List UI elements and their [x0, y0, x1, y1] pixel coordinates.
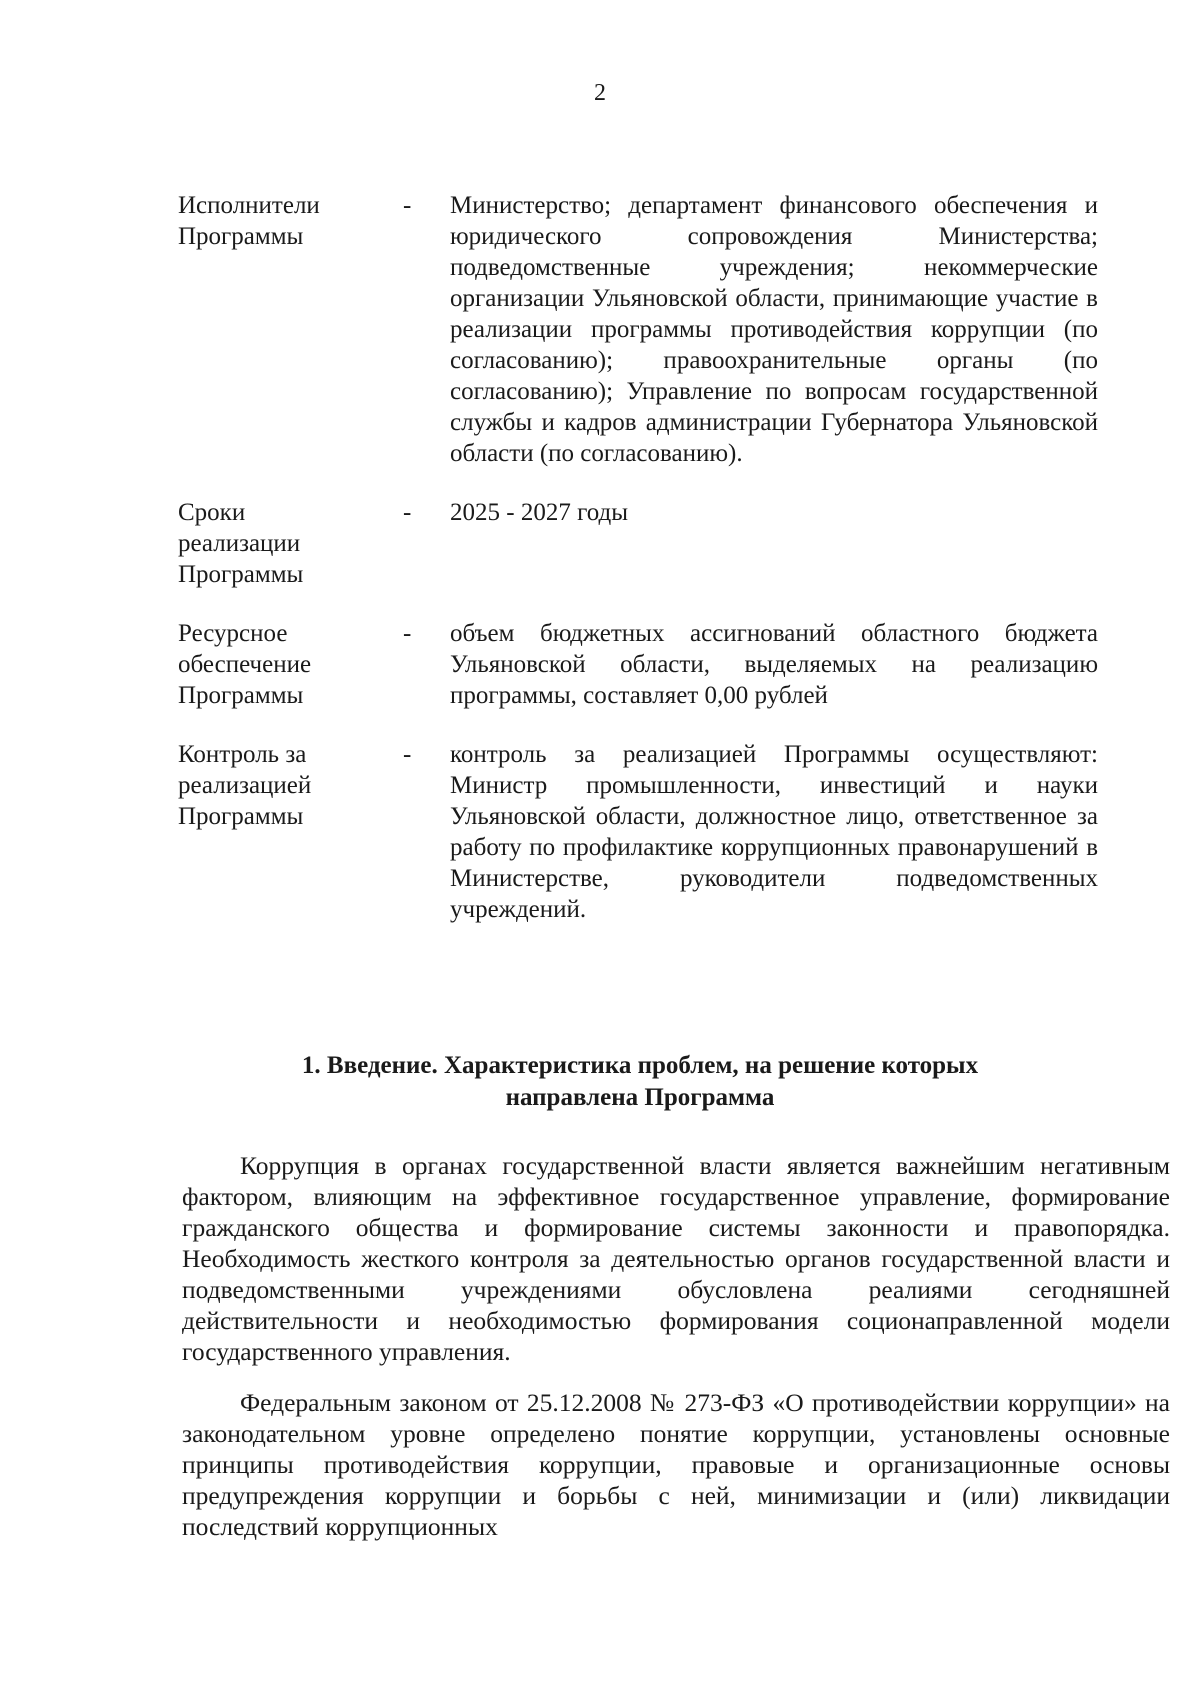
label-line: Программы: [178, 803, 304, 830]
program-passport-table: [178, 190, 1098, 953]
label-line: Контроль за: [178, 741, 307, 768]
passport-row-terms: [178, 497, 1098, 590]
label-line: обеспечение: [178, 651, 312, 678]
label-line: Сроки: [178, 499, 246, 526]
row-dash: -: [403, 499, 412, 526]
page-number: 2: [594, 80, 606, 106]
row-label: [178, 497, 403, 590]
section-heading: [180, 1050, 1100, 1114]
label-line: Ресурсное: [178, 620, 288, 647]
row-value: 2025 - 2027 годы: [450, 499, 629, 526]
passport-row-control: [178, 739, 1098, 925]
row-dash: -: [403, 192, 412, 219]
label-line: Программы: [178, 561, 304, 588]
row-label: [178, 739, 403, 925]
body-text: [182, 1150, 1170, 1562]
row-value: Министерство; департамент финансового обеспечения и юридического сопровождения Министерства; подведомственные учреждения; некоммерческие организации Ульяновской области, принимающие участие в реализации программы противодействия коррупции (по согласованию); правоохранительные органы (по согласованию); Управление по вопросам государственной службы и кадров администрации Губернатора Ульяновской области (по согласованию).: [450, 192, 1098, 467]
label-line: Программы: [178, 223, 304, 250]
row-dash: -: [403, 741, 412, 768]
label-line: Программы: [178, 682, 304, 709]
label-line: Исполнители: [178, 192, 320, 219]
paragraph: Коррупция в органах государственной власти является важнейшим негативным фактором, влияющим на эффективное государственное управление, формирование гражданского общества и формирование системы законности и правопорядка. Необходимость жесткого контроля за деятельностью органов государственной власти и подведомственными учреждениями обусловлена реалиями сегодняшней действительности и необходимостью формирования соционаправленной модели государственного управления.: [182, 1151, 1170, 1366]
row-label: [178, 618, 403, 711]
section-heading-line: 1. Введение. Характеристика проблем, на решение которых: [301, 1052, 979, 1079]
row-dash: -: [403, 620, 412, 647]
passport-row-executors: [178, 190, 1098, 469]
row-value: объем бюджетных ассигнований областного бюджета Ульяновской области, выделяемых на реализацию программы, составляет 0,00 рублей: [450, 620, 1098, 709]
passport-row-resources: [178, 618, 1098, 711]
row-value: контроль за реализацией Программы осуществляют: Министр промышленности, инвестиций и науки Ульяновской области, должностное лицо, ответственное за работу по профилактике коррупционных правонарушений в Министерстве, руководители подведомственных учреждений.: [450, 741, 1098, 923]
label-line: реализацией: [178, 772, 312, 799]
section-heading-line: направлена Программа: [505, 1084, 775, 1111]
row-label: [178, 190, 403, 469]
paragraph: Федеральным законом от 25.12.2008 № 273-ФЗ «О противодействии коррупции» на законодательном уровне определено понятие коррупции, установлены основные принципы противодействия коррупции, правовые и организационные основы предупреждения коррупции и борьбы с ней, минимизации и (или) ликвидации последствий коррупционных: [182, 1388, 1170, 1541]
label-line: реализации: [178, 530, 301, 557]
